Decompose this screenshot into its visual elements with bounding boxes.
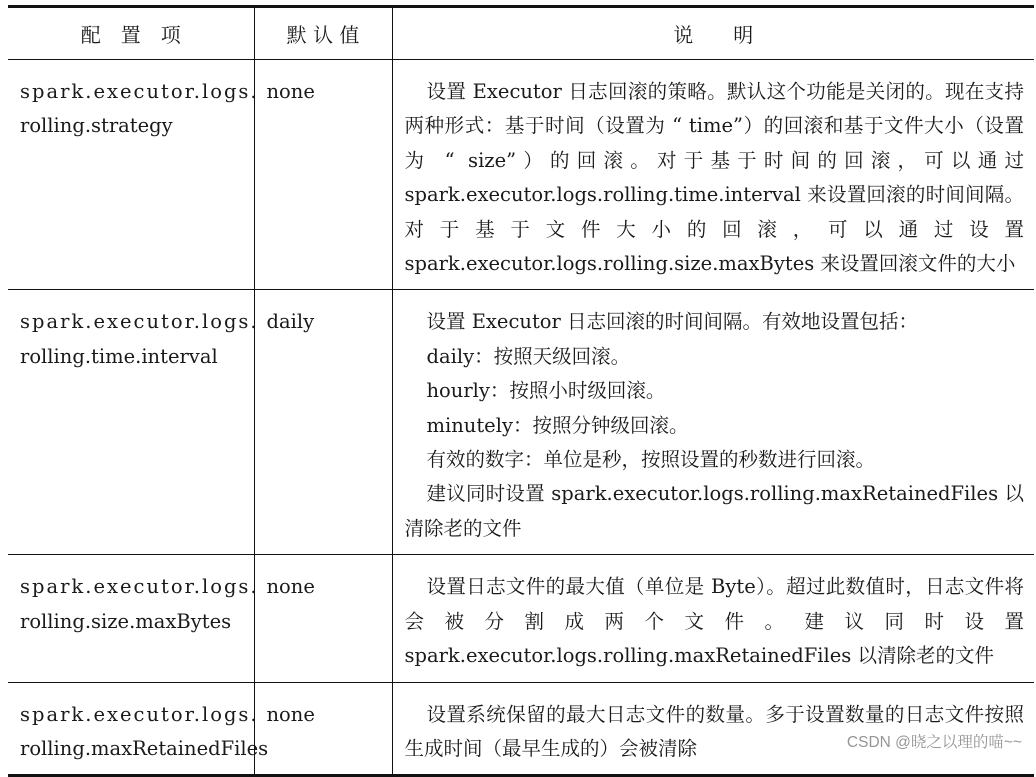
table-row [8,682,1034,776]
config-name-line1: spark.executor.logs. [20,80,259,103]
config-name-line1: spark.executor.logs. [20,702,259,726]
config-name-line2: rolling.time.interval [20,344,218,368]
config-name-line1: spark.executor.logs. [20,575,259,599]
header-description: 说 明 [392,7,1034,60]
config-name-cell [8,682,269,776]
config-name-cell [8,60,259,290]
description-option: daily：按照天级回滚。 [426,344,631,368]
config-table [8,5,1034,777]
header-default-value: 默 认 值 [254,7,392,60]
config-name-line1: spark.executor.logs. [20,310,259,334]
description-cell [392,555,1034,682]
config-name-cell [8,290,259,555]
description-note: 建议同时设置 spark.executor.logs.rolling.maxRetainedFiles 以清除老的文件 [404,482,1024,540]
description-text: 设置日志文件的最大值（单位是 Byte）。超过此数值时，日志文件将会被分割成两个文件。建议同时设置 spark.executor.logs.rolling.maxRetainedFiles 以清除老的文件 [404,575,1024,668]
default-value-cell: daily [254,290,392,555]
description-option: minutely：按照分钟级回滚。 [426,413,689,437]
default-value-cell: none [254,682,392,776]
description-cell [392,290,1034,555]
config-name-line2: rolling.strategy [20,114,173,138]
table-row [8,555,1034,682]
description-text: 设置系统保留的最大日志文件的数量。多于设置数量的日志文件按照生成时间（最早生成的）会被清除 [404,702,1024,760]
description-cell [392,60,1034,290]
csdn-watermark: CSDN @晓之以理的喵~~ [846,734,1022,751]
default-value-cell: none [254,60,392,290]
description-cell [392,682,1034,776]
description-option: hourly：按照小时级回滚。 [426,379,666,403]
header-config-item: 配 置 项 [8,7,254,60]
config-name-line2: rolling.maxRetainedFiles [20,736,269,760]
table-row [8,60,1034,290]
description-text: 设置 Executor 日志回滚的策略。默认这个功能是关闭的。现在支持两种形式：基于时间（设置为 “ time”）的回滚和基于文件大小（设置为 “ size”）的回滚。对于基于时间的回滚，可以通过 spark.executor.logs.rolling.time.interval 来设置回滚的时间间隔。对于基于文件大小的回滚，可以通过设置 spark.executor.logs.rolling.size.maxBytes 来设置回滚文件的大小 [404,80,1024,276]
description-option: 有效的数字：单位是秒，按照设置的秒数进行回滚。 [426,448,876,472]
description-intro: 设置 Executor 日志回滚的时间间隔。有效地设置包括： [426,310,919,334]
table-header-row [8,7,1034,60]
config-name-cell [8,555,259,682]
table-row [8,290,1034,555]
default-value-cell: none [254,555,392,682]
config-name-line2: rolling.size.maxBytes [20,609,232,633]
